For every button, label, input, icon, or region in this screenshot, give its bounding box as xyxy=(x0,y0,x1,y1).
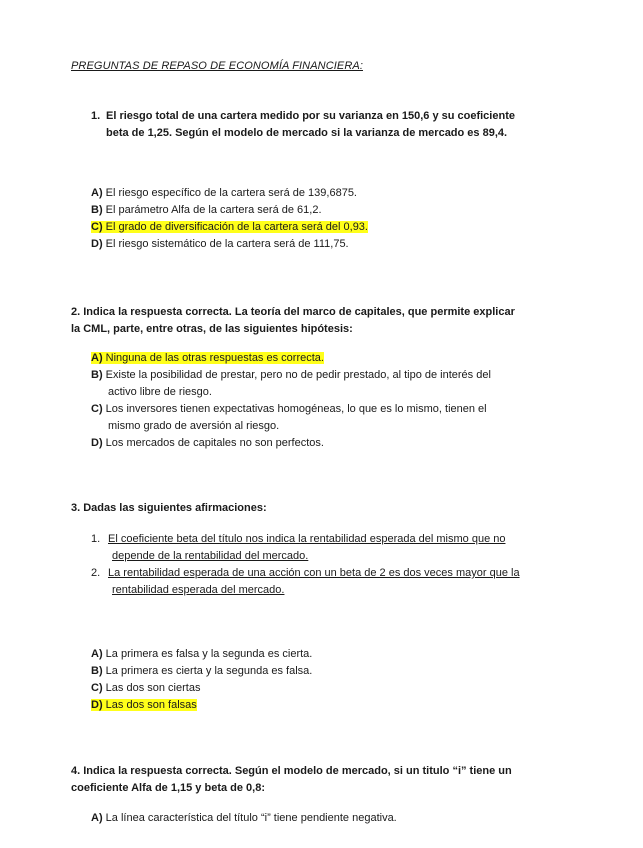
option-text: Los inversores tienen expectativas homogéneas, lo que es lo mismo, tienen el xyxy=(105,403,487,415)
question-4-options xyxy=(91,810,397,827)
question-2-option-a xyxy=(91,350,491,367)
question-2-option-c xyxy=(91,401,491,435)
option-letter: C) xyxy=(91,403,103,415)
question-2-option-d xyxy=(91,435,491,452)
option-letter: A) xyxy=(91,812,103,824)
question-1-option-a xyxy=(91,185,368,202)
question-1-title-line-1: El riesgo total de una cartera medido por su varianza en 150,6 y su coeficiente xyxy=(106,110,515,122)
question-2-options xyxy=(91,350,491,452)
option-letter: B) xyxy=(91,204,103,216)
question-3-option-a xyxy=(91,646,312,663)
option-text: La primera es falsa y la segunda es cierta. xyxy=(105,648,313,660)
option-text: El riesgo específico de la cartera será de 139,6875. xyxy=(105,187,357,199)
option-letter: D) xyxy=(91,699,103,711)
question-1-number: 1. xyxy=(91,110,101,122)
option-letter: C) xyxy=(91,221,103,233)
highlighted-answer xyxy=(91,699,197,711)
statement-2 xyxy=(91,565,591,599)
question-3-option-b xyxy=(91,663,312,680)
option-text: El parámetro Alfa de la cartera será de 61,2. xyxy=(105,204,322,216)
question-2-title xyxy=(71,304,591,338)
option-letter: D) xyxy=(91,238,103,250)
option-text-continued: mismo grado de aversión al riesgo. xyxy=(108,420,280,432)
question-4-title xyxy=(71,763,591,797)
option-text: Ninguna de las otras respuestas es correcta. xyxy=(105,352,324,364)
question-4-title-line-2: coeficiente Alfa de 1,15 y beta de 0,8: xyxy=(71,782,266,794)
option-text: Las dos son ciertas xyxy=(105,682,201,694)
statement-number: 2. xyxy=(91,567,101,579)
question-2-option-b xyxy=(91,367,491,401)
option-text: El grado de diversificación de la cartera será del 0,93. xyxy=(105,221,368,233)
highlighted-answer xyxy=(91,352,324,364)
question-1-title xyxy=(91,108,591,142)
question-3-statements xyxy=(91,531,591,599)
option-text: La primera es cierta y la segunda es falsa. xyxy=(105,665,313,677)
option-letter: B) xyxy=(91,665,103,677)
option-text: Las dos son falsas xyxy=(105,699,197,711)
option-text: La línea característica del título “i” tiene pendiente negativa. xyxy=(105,812,397,824)
option-text: Existe la posibilidad de prestar, pero no de pedir prestado, al tipo de interés del xyxy=(105,369,491,381)
question-4-title-line-1: 4. Indica la respuesta correcta. Según el modelo de mercado, si un titulo “i” tiene un xyxy=(71,765,512,777)
question-1-option-d xyxy=(91,236,368,253)
question-4-option-a xyxy=(91,810,397,827)
statement-text: La rentabilidad esperada de una acción con un beta de 2 es dos veces mayor que la xyxy=(108,567,520,579)
option-letter: D) xyxy=(91,437,103,449)
question-3-options xyxy=(91,646,312,714)
statement-text-continued: rentabilidad esperada del mercado. xyxy=(112,584,285,596)
option-text: El riesgo sistemático de la cartera será de 111,75. xyxy=(105,238,349,250)
statement-1 xyxy=(91,531,591,565)
option-letter: A) xyxy=(91,352,103,364)
question-3-title: 3. Dadas las siguientes afirmaciones: xyxy=(71,502,267,514)
option-letter: A) xyxy=(91,648,103,660)
option-letter: B) xyxy=(91,369,103,381)
question-1-title-line-2: beta de 1,25. Según el modelo de mercado si la varianza de mercado es 89,4. xyxy=(106,127,508,139)
option-letter: A) xyxy=(91,187,103,199)
highlighted-answer xyxy=(91,221,368,233)
option-text-continued: activo libre de riesgo. xyxy=(108,386,212,398)
question-2-title-line-1: 2. Indica la respuesta correcta. La teoría del marco de capitales, que permite explicar xyxy=(71,306,515,318)
statement-text: El coeficiente beta del título nos indica la rentabilidad esperada del mismo que no xyxy=(108,533,506,545)
question-3-option-d xyxy=(91,697,312,714)
question-3-option-c xyxy=(91,680,312,697)
question-1-option-c xyxy=(91,219,368,236)
statement-text-continued: depende de la rentabilidad del mercado. xyxy=(112,550,309,562)
statement-number: 1. xyxy=(91,533,101,545)
option-text: Los mercados de capitales no son perfectos. xyxy=(105,437,324,449)
option-letter: C) xyxy=(91,682,103,694)
question-1-options xyxy=(91,185,368,253)
document-heading: PREGUNTAS DE REPASO DE ECONOMÍA FINANCIERA: xyxy=(71,60,363,72)
question-1-option-b xyxy=(91,202,368,219)
question-2-title-line-2: la CML, parte, entre otras, de las siguientes hipótesis: xyxy=(71,323,353,335)
